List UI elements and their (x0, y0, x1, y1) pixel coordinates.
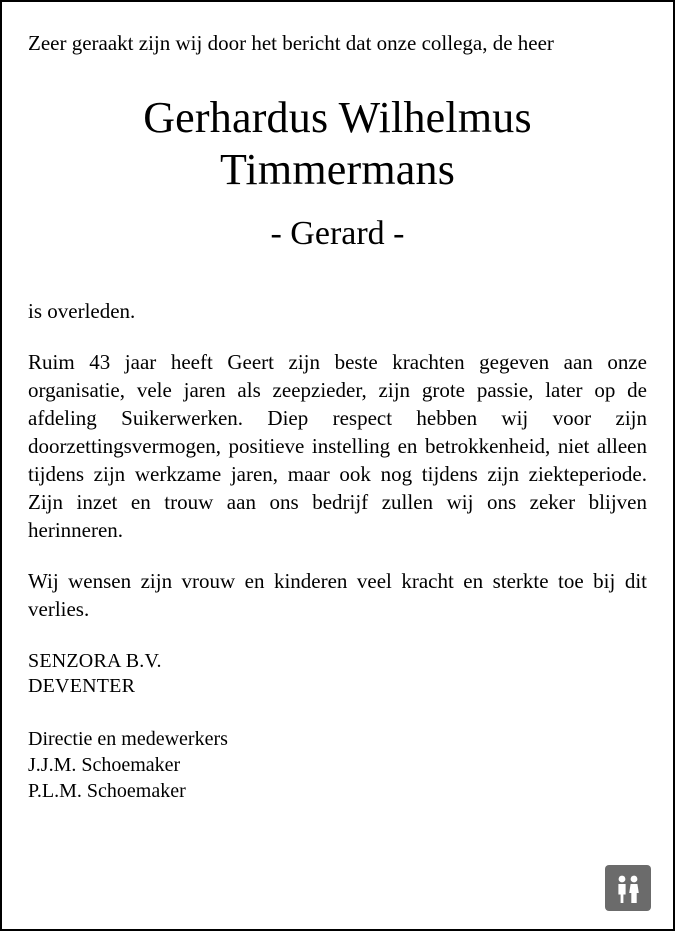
tribute-paragraph-2: Wij wensen zijn vrouw en kinderen veel kracht en sterkte toe bij dit verlies. (28, 568, 647, 621)
company-name: SENZORA B.V. (28, 649, 162, 672)
deceased-nickname: - Gerard - (270, 214, 405, 252)
tribute-paragraph-1: Ruim 43 jaar heeft Geert zijn beste krachten gegeven aan onze organisatie, vele jaren als zeepzieder, zijn grote passie, later op de afdeling Suikerwerken. Diep respect hebben wij voor zijn doorzettingsvermogen, positieve instelling en betrokkenheid, niet alleen tijdens zijn werkzame jaren, maar ook nog tijdens zijn ziekteperiode. Zijn inzet en trouw aan ons bedrijf zullen wij ons zeker blijven herinneren. (28, 349, 647, 543)
intro-text: Zeer geraakt zijn wij door het bericht dat onze collega, de heer (28, 31, 554, 55)
deceased-full-name: Gerhardus Wilhelmus Timmermans (143, 92, 532, 194)
signers-title: Directie en medewerkers (28, 727, 228, 750)
signer-name-1: J.J.M. Schoemaker (28, 753, 181, 776)
signers-block (28, 726, 647, 804)
signer-name-2: P.L.M. Schoemaker (28, 779, 186, 802)
name-block (28, 92, 647, 255)
deceased-status-line: is overleden. (28, 299, 136, 324)
company-city: DEVENTER (28, 675, 136, 698)
company-block (28, 649, 647, 700)
two-figures-icon (605, 865, 651, 911)
